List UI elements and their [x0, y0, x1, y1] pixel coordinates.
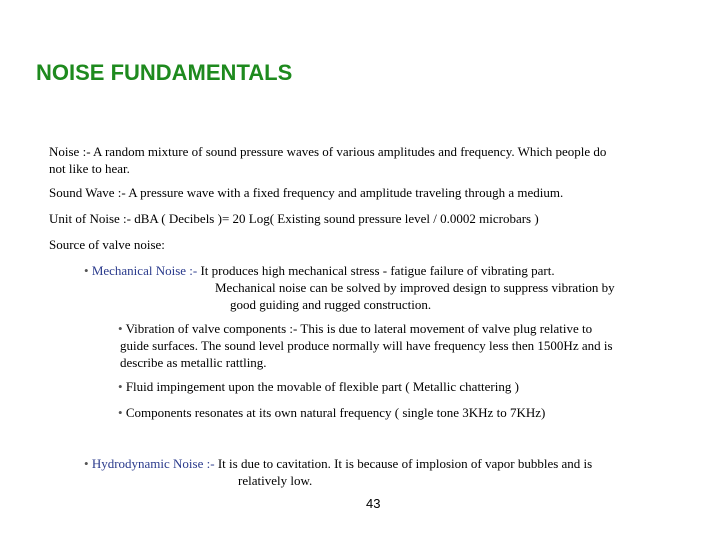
- noise-definition-line2: not like to hear.: [49, 161, 130, 176]
- vibration-line1: Vibration of valve components :- This is due to lateral movement of valve plug relative to: [125, 321, 593, 336]
- vibration-line3: describe as metallic rattling.: [120, 355, 267, 370]
- bullet-icon: •: [118, 405, 123, 420]
- components-item: [118, 404, 545, 421]
- noise-definition-line1: Noise :- A random mixture of sound pressure waves of various amplitudes and frequency. Which people do: [49, 144, 607, 159]
- mechanical-noise-line2: Mechanical noise can be solved by improved design to suppress vibration by: [215, 280, 615, 295]
- bullet-icon: •: [118, 321, 123, 336]
- source-heading: Source of valve noise:: [49, 237, 165, 252]
- fluid-text: Fluid impingement upon the movable of flexible part ( Metallic chattering ): [125, 379, 519, 394]
- bullet-icon: •: [84, 263, 89, 278]
- mechanical-noise-label: Mechanical Noise :-: [91, 263, 198, 278]
- hydrodynamic-noise-line1: It is due to cavitation. It is because of implosion of vapor bubbles and is: [217, 456, 593, 471]
- vibration-item: [118, 320, 613, 371]
- hydrodynamic-noise-label: Hydrodynamic Noise :-: [91, 456, 215, 471]
- hydrodynamic-noise-line2: relatively low.: [238, 473, 313, 488]
- slide-title: NOISE FUNDAMENTALS: [36, 60, 293, 85]
- noise-definition: [49, 143, 606, 177]
- bullet-icon: •: [118, 379, 123, 394]
- mechanical-noise-line3: good guiding and rugged construction.: [230, 297, 432, 312]
- sound-wave-definition: Sound Wave :- A pressure wave with a fixed frequency and amplitude traveling through a medium.: [49, 185, 564, 200]
- bullet-icon: •: [84, 456, 89, 471]
- components-text: Components resonates at its own natural frequency ( single tone 3KHz to 7KHz): [125, 405, 546, 420]
- vibration-line2: guide surfaces. The sound level produce normally will have frequency less then 1500Hz and is: [120, 338, 613, 353]
- mechanical-noise-line1: It produces high mechanical stress - fatigue failure of vibrating part.: [200, 263, 555, 278]
- fluid-item: [118, 378, 519, 395]
- unit-of-noise: Unit of Noise :- dBA ( Decibels )= 20 Log( Existing sound pressure level / 0.0002 microbars ): [49, 211, 539, 226]
- page-number: 43: [366, 496, 381, 511]
- mechanical-noise-item: [84, 262, 615, 313]
- hydrodynamic-noise-item: [84, 455, 592, 489]
